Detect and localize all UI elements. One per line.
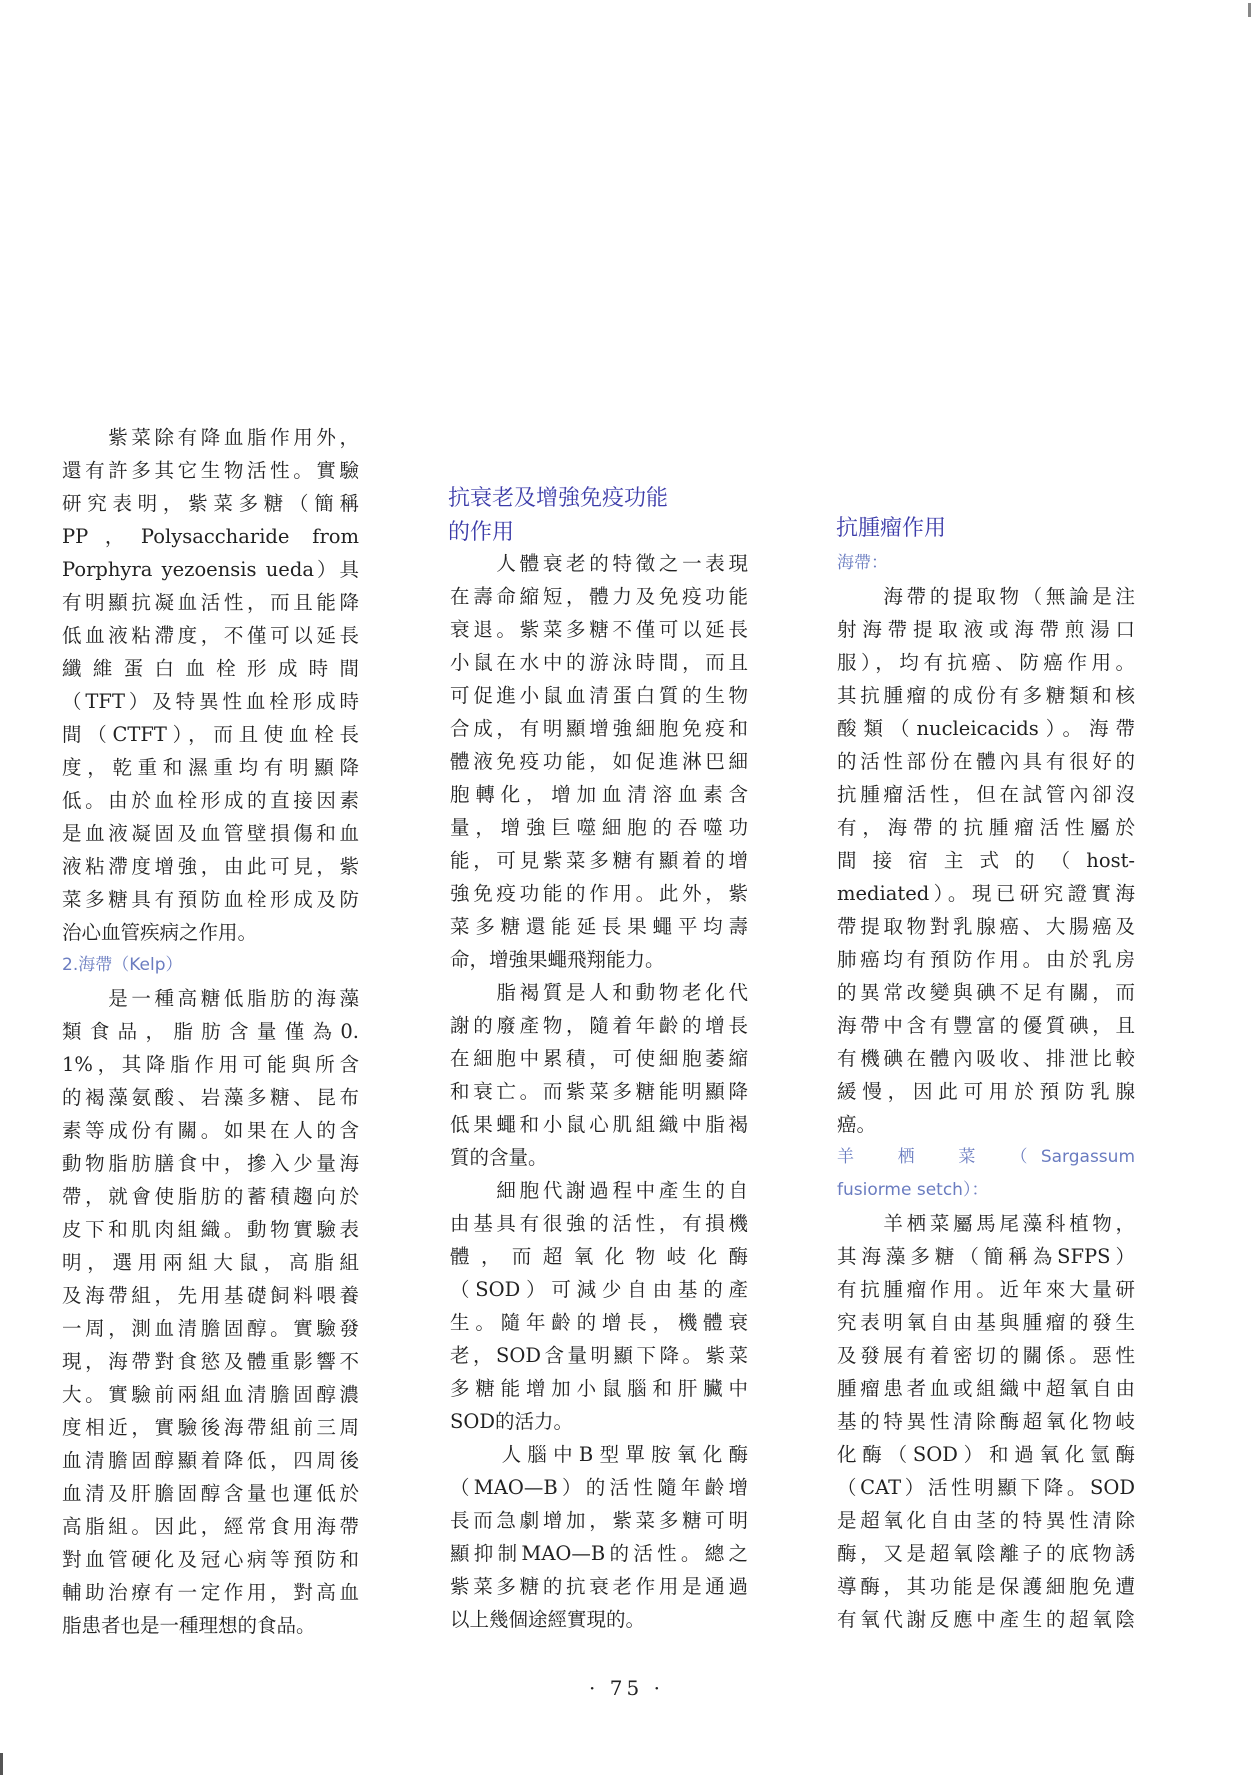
text-line: 紫菜除有降血脂作用外， <box>62 426 359 449</box>
paragraph-kelp <box>62 982 359 1642</box>
text-line: 低。由於血栓形成的直接因素 <box>62 789 359 812</box>
text-line: 化酶（SOD）和過氧化氫酶 <box>837 1443 1135 1466</box>
text-line: 能，可見紫菜多糖有顯着的增 <box>450 849 748 872</box>
text-line: 是超氧化自由茎的特異性清除 <box>837 1509 1135 1532</box>
text-line: （SOD）可減少自由基的產 <box>450 1278 748 1301</box>
text-line: 海帶中含有豐富的優質碘，且 <box>837 1014 1135 1037</box>
paragraph-group-kelp-tumor <box>837 580 1135 1141</box>
text-line: 間接宿主式的（host- <box>837 849 1135 872</box>
text-line: 低果蠅和小鼠心肌組織中脂褐 <box>450 1113 748 1136</box>
text-line: 小鼠在水中的游泳時間，而且 <box>450 651 748 674</box>
text-line: 和衰亡。而紫菜多糖能明顯降 <box>450 1080 748 1103</box>
text-line: 紫菜多糖的抗衰老作用是通過 <box>450 1575 748 1598</box>
text-line: 酸類（nucleicacids）。海帶 <box>837 717 1135 740</box>
text-line: 低血液粘滯度，不僅可以延長 <box>62 624 359 647</box>
text-line: 在細胞中累積，可使細胞萎縮 <box>450 1047 748 1070</box>
text-line: 纖維蛋白血栓形成時間 <box>62 657 359 680</box>
text-line: 菜多糖具有預防血栓形成及防 <box>62 888 359 911</box>
subheading-kelp-tumor: 海帶： <box>837 553 888 573</box>
text-line: 度相近，實驗後海帶組前三周 <box>62 1416 359 1439</box>
text-line: 血清及肝膽固醇含量也運低於 <box>62 1482 359 1505</box>
text-line: 抗腫瘤活性，但在試管內卻沒 <box>837 783 1135 806</box>
text-line: 明，選用兩組大鼠，高脂組 <box>62 1251 359 1274</box>
text-line: 帶提取物對乳腺癌、大腸癌及 <box>837 915 1135 938</box>
text-line: Porphyra yezoensis ueda）具 <box>62 558 359 581</box>
text-line: 是一種高糖低脂肪的海藻 <box>62 987 359 1010</box>
subheading-sargassum-line-2: fusiorme setch）： <box>837 1180 989 1200</box>
text-line: 體液免疫功能，如促進淋巴細 <box>450 750 748 773</box>
text-line: 長而急劇增加，紫菜多糖可明 <box>450 1509 748 1532</box>
text-line: 治心血管疾病之作用。 <box>62 921 258 944</box>
text-line: （MAO—B）的活性隨年齡增 <box>450 1476 748 1499</box>
text-line: 緩慢，因此可用於預防乳腺 <box>837 1080 1135 1103</box>
text-line: 可促進小鼠血清蛋白質的生物 <box>450 684 748 707</box>
text-line: 有抗腫瘤作用。近年來大量研 <box>837 1278 1135 1301</box>
section-heading-line-2: 的作用 <box>448 520 515 545</box>
text-line: 海帶的提取物（無論是注 <box>837 585 1135 608</box>
text-column-2 <box>450 547 748 1636</box>
paragraph-group-purple-laver <box>62 421 359 949</box>
subheading-sargassum-line-1: 羊 栖 菜 （Sargassum <box>837 1147 1135 1167</box>
text-line: 是血液凝固及血管壁損傷和血 <box>62 822 359 845</box>
text-line: 究表明氧自由基與腫瘤的發生 <box>837 1311 1135 1334</box>
text-line: 現，海帶對食慾及體重影響不 <box>62 1350 359 1373</box>
text-line: 腫瘤患者血或組織中超氧自由 <box>837 1377 1135 1400</box>
text-line: 間（CTFT），而且使血栓長 <box>62 723 359 746</box>
text-line: 1%，其降脂作用可能與所含 <box>62 1053 359 1076</box>
text-line: 羊栖菜屬馬尾藻科植物， <box>837 1212 1135 1235</box>
text-line: 射海帶提取液或海帶煎湯口 <box>837 618 1135 641</box>
text-column-3 <box>837 553 1135 1636</box>
text-line: 體，而超氧化物岐化酶 <box>450 1245 748 1268</box>
text-line: PP，Polysaccharide from <box>62 525 359 548</box>
text-line: 有氧代謝反應中產生的超氧陰 <box>837 1608 1135 1631</box>
text-line: 類食品，脂肪含量僅為0. <box>62 1020 359 1043</box>
text-line: 服），均有抗癌、防癌作用。 <box>837 651 1135 674</box>
text-line: 素等成份有關。如果在人的含 <box>62 1119 359 1142</box>
text-line: 多糖能增加小鼠腦和肝臟中 <box>450 1377 748 1400</box>
text-line: 細胞代謝過程中產生的自 <box>450 1179 748 1202</box>
text-line: 量，增強巨噬細胞的吞噬功 <box>450 816 748 839</box>
section-heading-anti-aging <box>448 482 668 550</box>
text-line: 導酶，其功能是保護細胞免遭 <box>837 1575 1135 1598</box>
text-line: SOD的活力。 <box>450 1410 573 1433</box>
text-line: 合成，有明顯增強細胞免疫和 <box>450 717 748 740</box>
text-line: 高脂組。因此，經常食用海帶 <box>62 1515 359 1538</box>
text-line: 還有許多其它生物活性。實驗 <box>62 459 359 482</box>
text-line: 謝的廢產物，隨着年齡的增長 <box>450 1014 748 1037</box>
text-line: 在壽命縮短，體力及免疫功能 <box>450 585 748 608</box>
text-line: 衰退。紫菜多糖不僅可以延長 <box>450 618 748 641</box>
subheading-kelp: 2.海帶（Kelp） <box>62 955 183 975</box>
text-line: 顯抑制MAO—B的活性。總之 <box>450 1542 748 1565</box>
text-line: 的褐藻氨酸、岩藻多糖、昆布 <box>62 1086 359 1109</box>
text-line: 脂褐質是人和動物老化代 <box>450 981 748 1004</box>
text-line: 其抗腫瘤的成份有多糖類和核 <box>837 684 1135 707</box>
text-line: 菜多糖還能延長果蠅平均壽 <box>450 915 748 938</box>
text-line: 其海藻多糖（簡稱為SFPS） <box>837 1245 1135 1268</box>
text-line: 液粘滯度增強，由此可見，紫 <box>62 855 359 878</box>
text-line: 胞轉化，增加血清溶血素含 <box>450 783 748 806</box>
text-line: 人體衰老的特徵之一表現 <box>450 552 748 575</box>
text-line: 皮下和肌肉組織。動物實驗表 <box>62 1218 359 1241</box>
text-line: 以上幾個途經實現的。 <box>450 1608 646 1631</box>
scan-edge-mark <box>0 1753 3 1775</box>
text-line: 質的含量。 <box>450 1146 548 1169</box>
section-heading-anti-tumor: 抗腫瘤作用 <box>836 516 947 541</box>
text-line: 生。隨年齡的增長，機體衰 <box>450 1311 748 1334</box>
text-line: 的活性部份在體內具有很好的 <box>837 750 1135 773</box>
text-line: （CAT）活性明顯下降。SOD <box>837 1476 1135 1499</box>
text-line: 命，增強果蠅飛翔能力。 <box>450 948 665 971</box>
text-line: 有，海帶的抗腫瘤活性屬於 <box>837 816 1135 839</box>
text-line: 及發展有着密切的關係。惡性 <box>837 1344 1135 1367</box>
text-line: 血清膽固醇顯着降低，四周後 <box>62 1449 359 1472</box>
text-line: 動物脂肪膳食中，摻入少量海 <box>62 1152 359 1175</box>
paragraph-group-anti-aging <box>450 547 748 1636</box>
text-line: 帶，就會使脂肪的蓄積趨向於 <box>62 1185 359 1208</box>
text-line: 有明顯抗凝血活性，而且能降 <box>62 591 359 614</box>
text-line: 對血管硬化及冠心病等預防和 <box>62 1548 359 1571</box>
text-line: 輔助治療有一定作用，對高血 <box>62 1581 359 1604</box>
text-line: 研究表明，紫菜多糖（簡稱 <box>62 492 359 515</box>
text-line: 及海帶組，先用基礎飼料喂養 <box>62 1284 359 1307</box>
text-line: 有機碘在體內吸收、排泄比較 <box>837 1047 1135 1070</box>
text-line: 的異常改變與碘不足有關，而 <box>837 981 1135 1004</box>
text-line: mediated）。現已研究證實海 <box>837 882 1135 905</box>
text-line: 強免疫功能的作用。此外，紫 <box>450 882 748 905</box>
text-line: （TFT）及特異性血栓形成時 <box>62 690 359 713</box>
text-line: 一周，測血清膽固醇。實驗發 <box>62 1317 359 1340</box>
text-line: 由基具有很強的活性，有損機 <box>450 1212 748 1235</box>
text-line: 肺癌均有預防作用。由於乳房 <box>837 948 1135 971</box>
text-line: 脂患者也是一種理想的食品。 <box>62 1614 316 1637</box>
page-number: · 75 · <box>589 1676 664 1700</box>
section-heading-line-1: 抗衰老及增強免疫功能 <box>448 486 669 511</box>
text-column-1 <box>62 421 359 1642</box>
scan-edge-mark <box>1248 3 1251 17</box>
text-line: 老，SOD含量明顯下降。紫菜 <box>450 1344 748 1367</box>
text-line: 基的特異性清除酶超氧化物岐 <box>837 1410 1135 1433</box>
text-line: 大。實驗前兩組血清膽固醇濃 <box>62 1383 359 1406</box>
text-line: 人腦中B型單胺氧化酶 <box>450 1443 748 1466</box>
text-line: 酶，又是超氧陰離子的底物誘 <box>837 1542 1135 1565</box>
paragraph-group-sargassum <box>837 1207 1135 1636</box>
text-line: 度，乾重和濕重均有明顯降 <box>62 756 359 779</box>
text-line: 癌。 <box>837 1113 877 1136</box>
